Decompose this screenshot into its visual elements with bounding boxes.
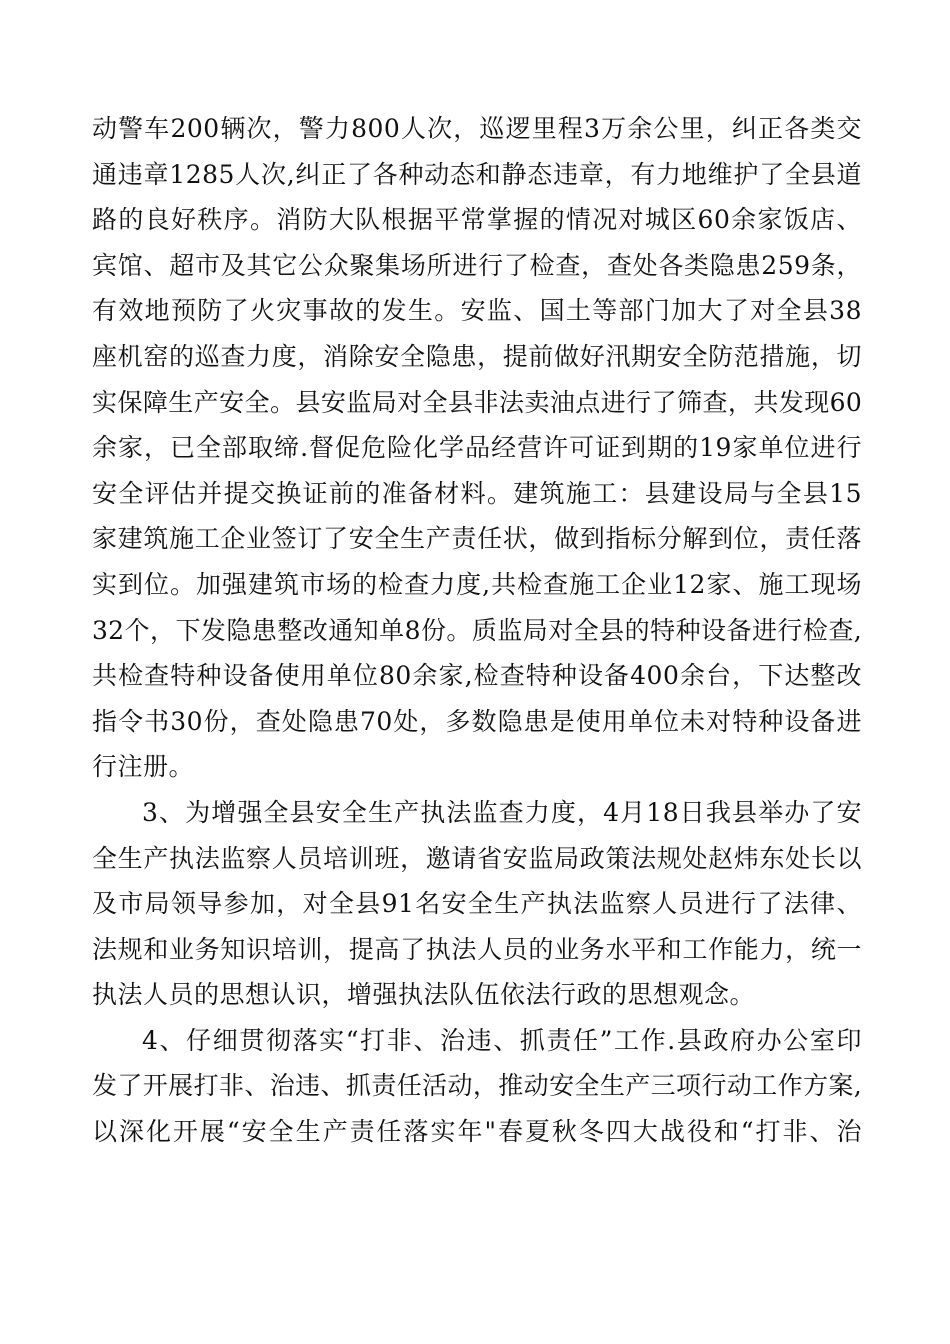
text-line: 32个，下发隐患整改通知单8份。质监局对全县的特种设备进行检查, [92, 615, 862, 645]
text-line: 有效地预防了火灾事故的发生。安监、国土等部门加大了对全县38 [92, 296, 862, 326]
text-line: 共检查特种设备使用单位80余家,检查特种设备400余台，下达整改 [92, 661, 862, 691]
text-line: 动警车200辆次，警力800人次，巡逻里程3万余公里，纠正各类交 [92, 114, 862, 143]
text-line: 路的良好秩序。消防大队根据平常掌握的情况对城区60余家饭店、 [92, 205, 862, 235]
text-line: 家建筑施工企业签订了安全生产责任状，做到指标分解到位，责任落 [92, 524, 862, 554]
text-line: 行注册。 [92, 752, 195, 782]
paragraph-three-campaigns [92, 1018, 862, 1155]
text-line: 宾馆、超市及其它公众聚集场所进行了检查，查处各类隐患259条， [92, 250, 862, 280]
text-line: 座机窑的巡查力度，消除安全隐患，提前做好汛期安全防范措施，切 [92, 341, 862, 371]
paragraph-enforcement-training [92, 790, 862, 1018]
document-body [92, 106, 862, 1155]
text-line: 3、为增强全县安全生产执法监查力度，4月18日我县举办了安 [142, 797, 862, 827]
text-line: 安全评估并提交换证前的准备材料。建筑施工：县建设局与全县15 [92, 478, 862, 508]
paragraph-traffic-fire-safety [92, 106, 862, 790]
text-line: 以深化开展“安全生产责任落实年"春夏秋冬四大战役和“打非、治 [92, 1117, 862, 1147]
text-line: 4、仔细贯彻落实“打非、治违、抓责任”工作.县政府办公室印 [142, 1025, 862, 1055]
text-line: 余家，已全部取缔.督促危险化学品经营许可证到期的19家单位进行 [92, 433, 862, 463]
text-line: 法规和业务知识培训，提高了执法人员的业务水平和工作能力，统一 [92, 934, 862, 964]
text-line: 全生产执法监察人员培训班，邀请省安监局政策法规处赵炜东处长以 [92, 843, 862, 873]
text-line: 及市局领导参加，对全县91名安全生产执法监察人员进行了法律、 [92, 889, 862, 919]
text-line: 发了开展打非、治违、抓责任活动，推动安全生产三项行动工作方案, [92, 1071, 862, 1101]
text-line: 通违章1285人次,纠正了各种动态和静态违章，有力地维护了全县道 [92, 159, 862, 189]
text-line: 执法人员的思想认识，增强执法队伍依法行政的思想观念。 [92, 980, 756, 1010]
text-line: 指令书30份，查处隐患70处，多数隐患是使用单位未对特种设备进 [92, 706, 862, 736]
text-line: 实到位。加强建筑市场的检查力度,共检查施工企业12家、施工现场 [92, 569, 862, 599]
text-line: 实保障生产安全。县安监局对全县非法卖油点进行了筛查，共发现60 [92, 387, 862, 417]
